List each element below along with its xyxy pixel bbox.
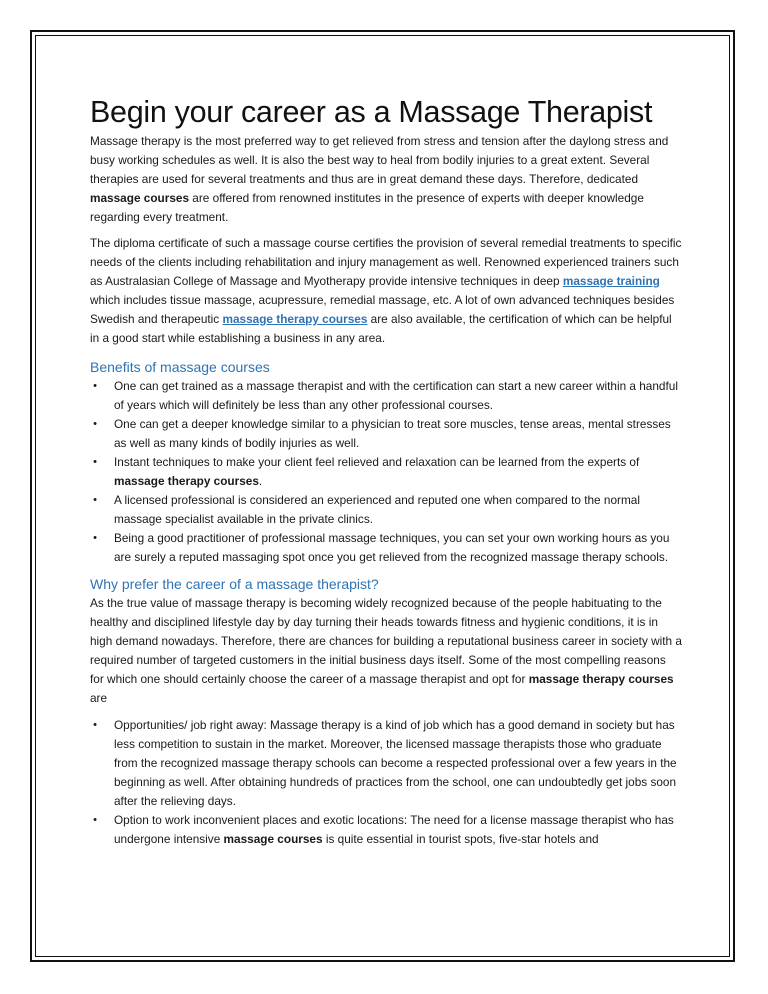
why-heading: Why prefer the career of a massage therapist? — [90, 576, 379, 592]
list-item: • Option to work inconvenient places and exotic locations: The need for a license massage therapist who has undergone intensive massage courses is quite essential in tourist spots, five-star hotels and — [90, 811, 682, 849]
reasons-list — [90, 716, 682, 849]
bullet-icon: • — [93, 814, 97, 826]
massage-therapy-courses-link[interactable]: massage therapy courses — [222, 312, 368, 326]
massage-training-link[interactable]: massage training — [562, 274, 660, 288]
list-item: • Opportunities/ job right away: Massage therapy is a kind of job which has a good demand in society but has less competition to sustain in the market. Moreover, the licensed massage therapists those who graduate from the recognized massage therapy schools can become a respected professional over a few years in the beginning as well. After obtaining hundreds of practices from the school, one can undoubtedly get jobs soon after the relieving days. — [90, 716, 682, 811]
list-item: • Instant techniques to make your client feel relieved and relaxation can be learned from the experts of massage therapy courses. — [90, 453, 682, 491]
list-item: • One can get a deeper knowledge similar to a physician to treat sore muscles, tense areas, mental stresses as well as many kinds of bodily injuries as well. — [90, 415, 682, 453]
bullet-icon: • — [93, 494, 97, 506]
list-item: • One can get trained as a massage therapist and with the certification can start a new career within a handful of years which will definitely be less than any other professional courses. — [90, 377, 682, 415]
list-item: • A licensed professional is considered an experienced and reputed one when compared to the normal massage specialist available in the private clinics. — [90, 491, 682, 529]
list-item: • Being a good practitioner of professional massage techniques, you can set your own working hours as you are surely a reputed massaging spot once you get relieved from the recognized massage therapy schools. — [90, 529, 682, 567]
bullet-icon: • — [93, 719, 97, 731]
benefits-heading: Benefits of massage courses — [90, 359, 270, 375]
intro-paragraph: Massage therapy is the most preferred way to get relieved from stress and tension after the daylong stress and busy working schedules as well. It is also the best way to heal from bodily injuries to a great extent. Several therapies are used for several treatments and thus are in great demand these days. Therefore, dedicated massage courses are offered from renowned institutes in the presence of experts with deeper knowledge regarding every treatment. — [90, 134, 669, 224]
document-title: Begin your career as a Massage Therapist — [90, 95, 653, 129]
bullet-icon: • — [93, 532, 97, 544]
benefits-list — [90, 377, 682, 567]
bullet-icon: • — [93, 380, 97, 392]
bullet-icon: • — [93, 456, 97, 468]
bullet-icon: • — [93, 418, 97, 430]
diploma-paragraph: The diploma certificate of such a massage course certifies the provision of several remedial treatments to specific needs of the clients including rehabilitation and injury management as well. Renowned experienced trainers such as Australasian College of Massage and Myotherapy provide intensive techniques in deep massage training which includes tissue massage, acupressure, remedial massage, etc. A lot of own advanced techniques besides Swedish and therapeutic massage therapy courses are also available, the certification of which can be helpful in a good start while establishing a business in any area. — [90, 236, 682, 345]
why-paragraph: As the true value of massage therapy is becoming widely recognized because of the people habituating to the healthy and disciplined lifestyle day by day turning their heads towards fitness and hygienic conditions, it is in high demand nowadays. Therefore, there are chances for building a reputational business career in society with a required number of targeted customers in the initial business days itself. Some of the most compelling reasons for which one should certainly choose the career of a massage therapist and opt for massage therapy courses are — [90, 596, 682, 705]
document-body — [90, 94, 682, 849]
